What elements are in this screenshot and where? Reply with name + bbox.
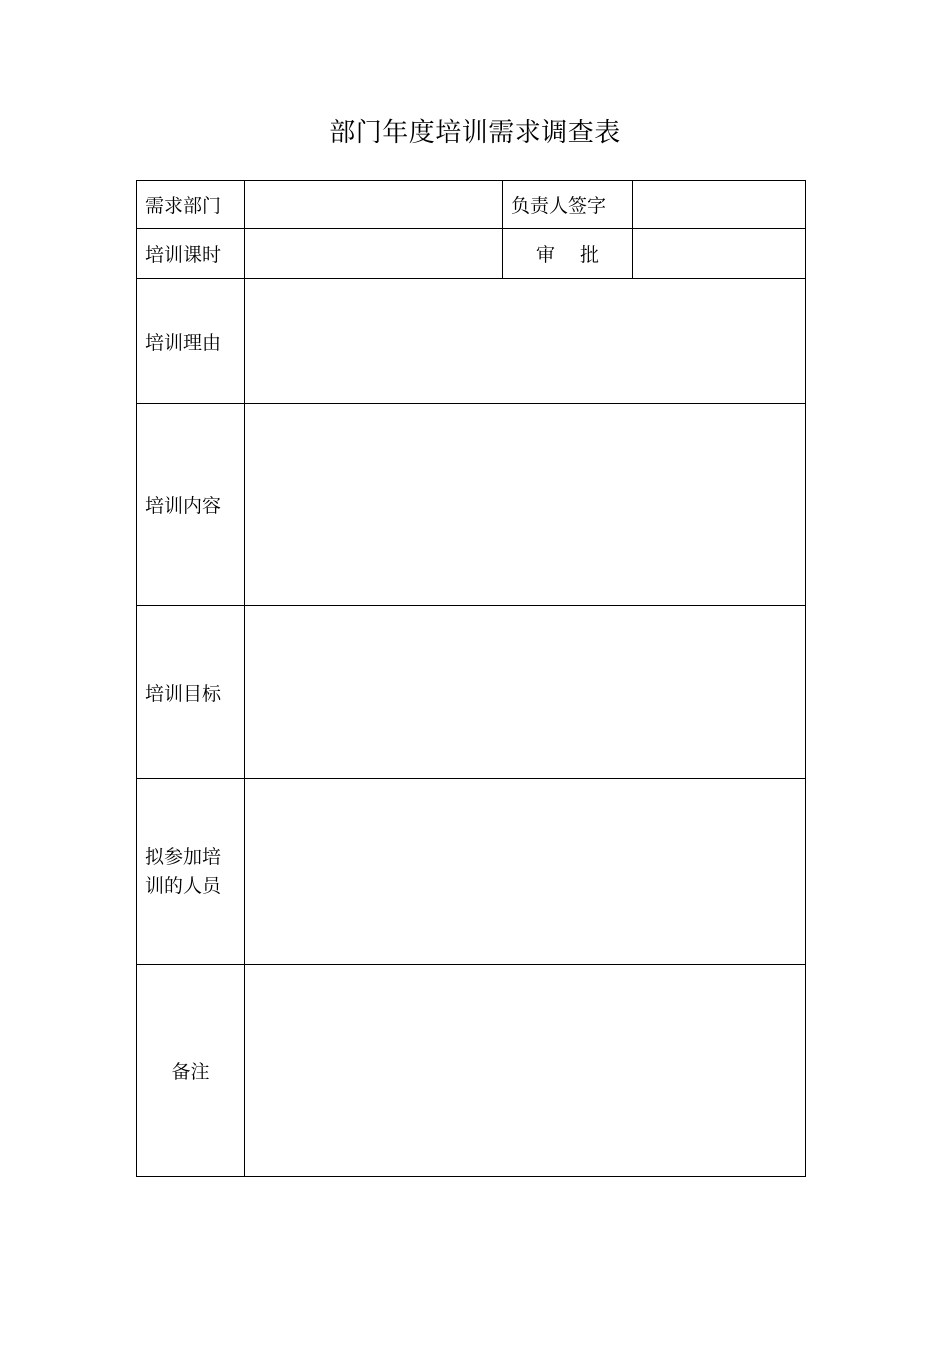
label-training-content: 培训内容 <box>137 404 245 606</box>
field-training-goal[interactable] <box>245 606 806 779</box>
page-title: 部门年度培训需求调查表 <box>329 118 621 148</box>
field-training-hours[interactable] <box>245 229 503 279</box>
field-participants[interactable] <box>245 779 806 965</box>
label-participants-line1: 拟参加培 <box>145 845 222 868</box>
label-approval: 审 批 <box>503 229 633 279</box>
form-row-hours <box>137 229 806 279</box>
label-signature: 负责人签字 <box>503 181 633 229</box>
field-remarks[interactable] <box>245 965 806 1177</box>
label-training-hours: 培训课时 <box>137 229 245 279</box>
form-row-participants <box>137 779 806 965</box>
field-signature[interactable] <box>633 181 806 229</box>
label-participants-line2: 训的人员 <box>145 874 222 897</box>
label-training-goal: 培训目标 <box>137 606 245 779</box>
label-remarks: 备注 <box>137 965 245 1177</box>
label-department: 需求部门 <box>137 181 245 229</box>
label-participants <box>137 779 245 965</box>
form-row-goal <box>137 606 806 779</box>
form-row-remarks <box>137 965 806 1177</box>
form-row-department <box>137 181 806 229</box>
field-training-content[interactable] <box>245 404 806 606</box>
field-approval[interactable] <box>633 229 806 279</box>
form-row-reason <box>137 279 806 404</box>
field-training-reason[interactable] <box>245 279 806 404</box>
field-department[interactable] <box>245 181 503 229</box>
training-needs-form <box>136 180 806 1177</box>
label-training-reason: 培训理由 <box>137 279 245 404</box>
form-row-content <box>137 404 806 606</box>
